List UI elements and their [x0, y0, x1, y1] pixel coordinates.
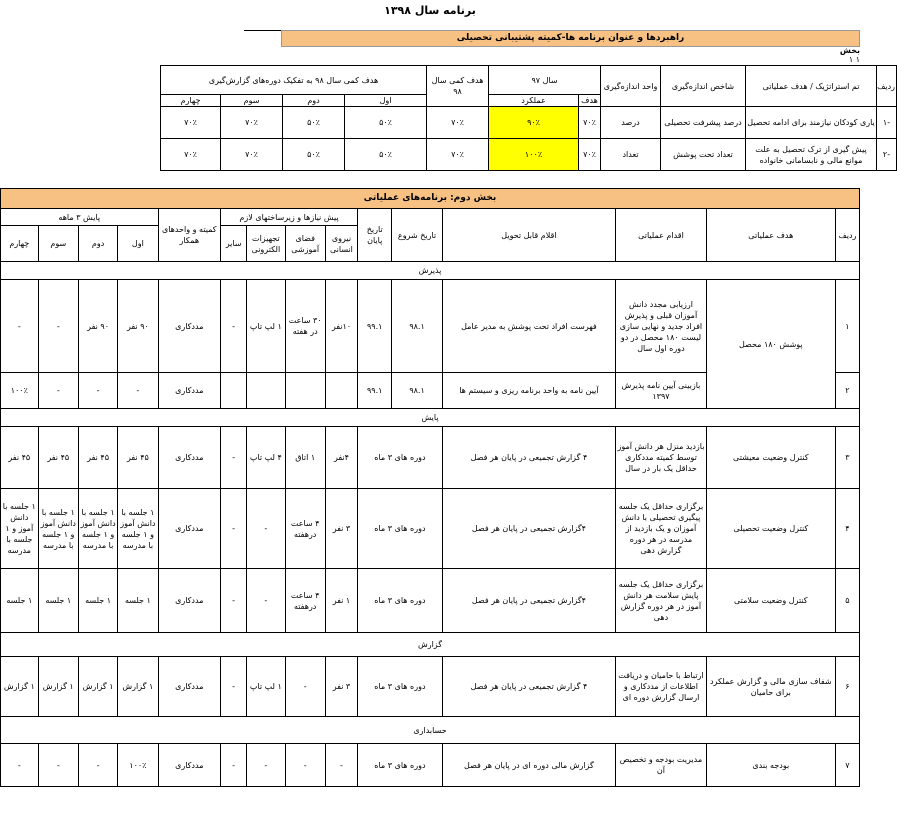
cell: بودجه بندی [706, 744, 835, 787]
col-prereq: پیش نیازها و زیرساختهای لازم [221, 209, 358, 226]
cell: - [38, 280, 78, 373]
cell: - [285, 744, 325, 787]
cell: آیین نامه به واحد برنامه ریزی و سیستم ها [442, 373, 615, 409]
cell: ۷۰٪ [579, 139, 601, 171]
col-goal: هدف عملیاتی [706, 209, 835, 262]
cell: ۳ نفر [325, 489, 357, 569]
group-header: پایش [1, 409, 860, 427]
cell: ۹۹.۱ [358, 280, 392, 373]
cell: -۲ [877, 139, 897, 171]
cell: ۷۰٪ [161, 107, 221, 139]
table-row [1, 569, 860, 633]
cell: ۴۵ نفر [78, 427, 117, 489]
cell: گزارش مالی دوره ای در پایان هر فصل [442, 744, 615, 787]
cell: - [325, 744, 357, 787]
cell: ارزیابی مجدد دانش آموزان قبلی و پذیرش افراد جدید و نهایی سازی لیست ۱۸۰ محصل در دو دوره اول سال [616, 280, 707, 373]
cell: ۳ نفر [325, 657, 357, 717]
cell: ۵ [835, 569, 859, 633]
cell: - [247, 569, 285, 633]
cell: مددکاری [158, 569, 220, 633]
col-action: اقدام عملیاتی [616, 209, 707, 262]
cell: مددکاری [158, 744, 220, 787]
cell: ۱ گزارش [38, 657, 78, 717]
cell [285, 373, 325, 409]
col-other: سایر [221, 226, 247, 262]
cell: مددکاری [158, 657, 220, 717]
cell: ۴ [835, 489, 859, 569]
cell-highlight: ۹۰٪ [489, 107, 579, 139]
cell: بازبینی آیین نامه پذیرش ۱۳۹۷ [616, 373, 707, 409]
cell: ۳ [835, 427, 859, 489]
cell: ۹۸.۱ [392, 280, 442, 373]
cell: ۵۰٪ [345, 139, 427, 171]
cell: کنترل وضعیت سلامتی [706, 569, 835, 633]
cell: ۱۰نفر [325, 280, 357, 373]
cell: تعداد تحت پوشش [661, 139, 746, 171]
cell: مدیریت بودجه و تخصیص آن [616, 744, 707, 787]
cell: ۴گزارش تجمیعی در پایان هر فصل [442, 569, 615, 633]
cell: - [118, 373, 158, 409]
cell: ۷۰٪ [427, 139, 489, 171]
cell [221, 373, 247, 409]
cell: -۱ [877, 107, 897, 139]
cell: ۱۰۰٪ [118, 744, 158, 787]
cell: ۱ جلسه با دانش آموز و ۱ جلسه با مدرسه [1, 489, 39, 569]
section-fragment: بخش [839, 46, 860, 55]
col-q3: سوم [221, 95, 283, 107]
col-monitoring: پایش ۳ ماهه [1, 209, 159, 226]
cell-highlight: ۱۰۰٪ [489, 139, 579, 171]
cell: برگزاری حداقل یک جلسه پیگیری تحصیلی با دانش آموزان و یک بازدید از مدرسه در هر دوره گزارش دهی [616, 489, 707, 569]
cell: ۷۰٪ [221, 139, 283, 171]
cell: ۶ [835, 657, 859, 717]
col-target: هدف [579, 95, 601, 107]
cell: - [247, 744, 285, 787]
cell: ۷۰٪ [221, 107, 283, 139]
cell: ۱ نفر [325, 569, 357, 633]
cell: ۱ جلسه [38, 569, 78, 633]
cell: ۷۰٪ [427, 107, 489, 139]
table-row [1, 427, 860, 489]
group-header: حسابداری [1, 717, 860, 744]
cell: ۴ ساعت درهفته [285, 569, 325, 633]
cell: - [221, 489, 247, 569]
cell: - [247, 489, 285, 569]
cell: کنترل وضعیت تحصیلی [706, 489, 835, 569]
cell: ۵۰٪ [345, 107, 427, 139]
cell: ۵۰٪ [283, 139, 345, 171]
cell: - [221, 427, 247, 489]
cell: ۳۰ ساعت در هفته [285, 280, 325, 373]
cell: ۹۰ نفر [78, 280, 117, 373]
cell: ۹۹.۱ [358, 373, 392, 409]
cell: ۷۰٪ [161, 139, 221, 171]
cell: ۱ گزارش [78, 657, 117, 717]
cell: درصد [601, 107, 661, 139]
page-title: برنامه سال ۱۳۹۸ [384, 4, 476, 17]
cell: ۴۵ نفر [118, 427, 158, 489]
cell: ۱ [835, 280, 859, 373]
cell: مددکاری [158, 280, 220, 373]
cell: شفاف سازی مالی و گزارش عملکرد برای حامیان [706, 657, 835, 717]
col-staff: نیروی انسانی [325, 226, 357, 262]
col-q4: چهارم [1, 226, 39, 262]
cell: مددکاری [158, 427, 220, 489]
divider [244, 30, 281, 31]
cell: ۲ [835, 373, 859, 409]
col-end: تاریخ پایان [358, 209, 392, 262]
col-indicator: شاخص اندازه‌گیری [661, 66, 746, 107]
cell: - [221, 280, 247, 373]
cell: دوره های ۳ ماه [358, 569, 443, 633]
col-q3: سوم [38, 226, 78, 262]
cell: بازدید منزل هر دانش آموز توسط کمیته مددکاری حداقل یک بار در سال [616, 427, 707, 489]
cell: یاری کودکان نیازمند برای ادامه تحصیل [746, 107, 877, 139]
cell: - [221, 569, 247, 633]
cell: - [38, 744, 78, 787]
cell [247, 373, 285, 409]
cell: - [38, 373, 78, 409]
cell: - [221, 657, 247, 717]
cell: ۴ گزارش تجمیعی در پایان هر فصل [442, 427, 615, 489]
table-row [1, 280, 860, 373]
col-deliverable: اقلام قابل تحویل [442, 209, 615, 262]
cell: - [78, 373, 117, 409]
col-radif: ردیف [877, 66, 897, 107]
cell: دوره های ۳ ماه [358, 657, 443, 717]
table-row [1, 657, 860, 717]
group-header: پذیرش [1, 262, 860, 280]
table-row [1, 489, 860, 569]
strategic-goals-table [160, 65, 897, 171]
cell: ۱ جلسه با دانش آموز و ۱ جلسه با مدرسه [38, 489, 78, 569]
col-performance: عملکرد [489, 95, 579, 107]
cell: ۴نفر [325, 427, 357, 489]
cell: دوره های ۳ ماه [358, 489, 443, 569]
cell: پیش گیری از ترک تحصیل به علت موانع مالی و نابسامانی خانواده [746, 139, 877, 171]
cell: کنترل وضعیت معیشتی [706, 427, 835, 489]
cell: ۱ اتاق [285, 427, 325, 489]
cell: پوشش ۱۸۰ محصل [706, 280, 835, 409]
section-two-header: بخش دوم: برنامه‌های عملیاتی [1, 189, 860, 209]
cell: ۱ گزارش [1, 657, 39, 717]
cell: دوره های ۳ ماه [358, 427, 443, 489]
cell: ۱۰۰٪ [1, 373, 39, 409]
col-q2: دوم [78, 226, 117, 262]
cell: ۹۸.۱ [392, 373, 442, 409]
col-target98: هدف کمی سال ۹۸ [427, 66, 489, 107]
cell: تعداد [601, 139, 661, 171]
cell: ۹۰ نفر [118, 280, 158, 373]
table-row [1, 744, 860, 787]
col-radif: ردیف [835, 209, 859, 262]
cell: ۷۰٪ [579, 107, 601, 139]
col-theme: تم استراتژیک / هدف عملیاتی [746, 66, 877, 107]
cell: ۷ [835, 744, 859, 787]
col-q1: اول [118, 226, 158, 262]
cell: مددکاری [158, 373, 220, 409]
cell: - [78, 744, 117, 787]
cell: مددکاری [158, 489, 220, 569]
cell: فهرست افراد تحت پوشش به مدیر عامل [442, 280, 615, 373]
cell: دوره های ۳ ماه [358, 744, 443, 787]
col-start: تاریخ شروع [392, 209, 442, 262]
cell: برگزاری حداقل یک جلسه پایش سلامت هر دانش آموز در هر دوره گزارش دهی [616, 569, 707, 633]
cell: ۴ گزارش تجمیعی در پایان هر فصل [442, 657, 615, 717]
cell: ۱ گزارش [118, 657, 158, 717]
cell: ۴ لپ تاپ [247, 427, 285, 489]
cell: ۴گزارش تجمیعی در پایان هر فصل [442, 489, 615, 569]
cell: - [221, 744, 247, 787]
table-row [161, 139, 897, 171]
cell: ۱ جلسه با دانش آموز و ۱ جلسه با مدرسه [78, 489, 117, 569]
cell: ۱ جلسه [118, 569, 158, 633]
col-equipment: تجهیزات الکترونی [247, 226, 285, 262]
cell: - [1, 280, 39, 373]
col-committee: کمیته و واحدهای همکار [158, 209, 220, 262]
col-space: فضای آموزشی [285, 226, 325, 262]
col-breakdown: هدف کمی سال ۹۸ به تفکیک دوره‌های گزارش‌گیری [161, 66, 427, 95]
operational-plans-table [0, 188, 860, 787]
section-one-header: راهبردها و عنوان برنامه ها-کمیته پشتیبانی تحصیلی [281, 30, 860, 47]
cell: ۴۵ نفر [38, 427, 78, 489]
cell: ۱ جلسه [1, 569, 39, 633]
col-q1: اول [345, 95, 427, 107]
cell: ۱ جلسه با دانش آموز و ۱ جلسه با مدرسه [118, 489, 158, 569]
section-fragment-2: ۱ ۱ [848, 55, 860, 64]
cell: ۴۵ نفر [1, 427, 39, 489]
cell: درصد پیشرفت تحصیلی [661, 107, 746, 139]
cell: ۱ لپ تاپ [247, 657, 285, 717]
cell: - [1, 744, 39, 787]
cell: ارتباط با حامیان و دریافت اطلاعات از مددکاری و ارسال گزارش دوره ای [616, 657, 707, 717]
col-q4: چهارم [161, 95, 221, 107]
table-row [161, 107, 897, 139]
cell: ۱ لپ تاپ [247, 280, 285, 373]
cell: ۱ جلسه [78, 569, 117, 633]
col-q2: دوم [283, 95, 345, 107]
cell: ۵۰٪ [283, 107, 345, 139]
cell [325, 373, 357, 409]
group-header: گزارش [1, 633, 860, 657]
col-year97: سال ۹۷ [489, 66, 601, 95]
col-unit: واحد اندازه‌گیری [601, 66, 661, 107]
cell: ۴ ساعت درهفته [285, 489, 325, 569]
cell: - [285, 657, 325, 717]
